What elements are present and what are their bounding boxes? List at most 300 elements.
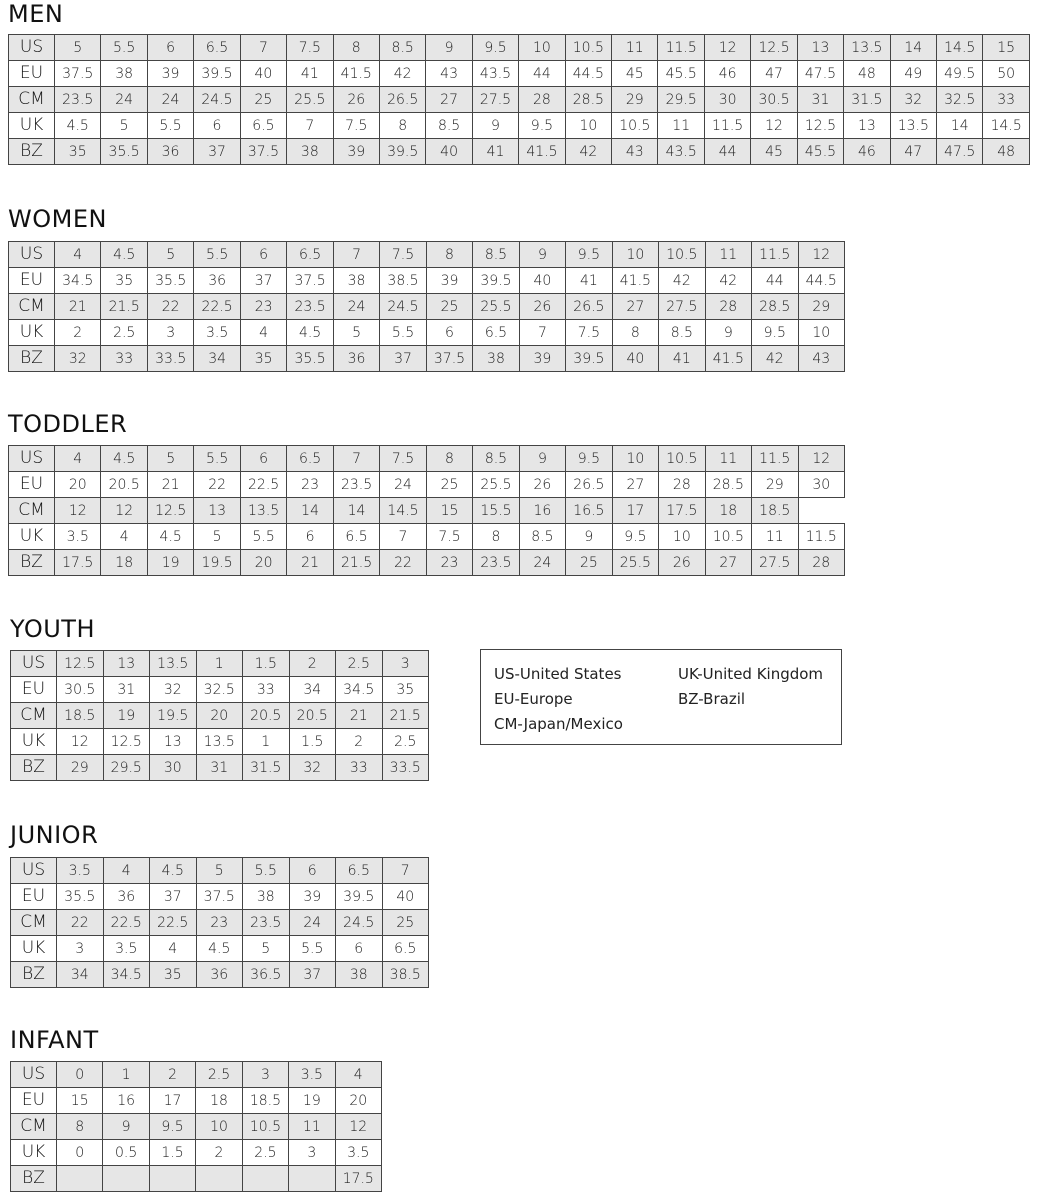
size-cell: 46 (844, 139, 890, 165)
row-label: EU (9, 472, 55, 498)
size-cell: 6.5 (382, 936, 429, 962)
size-cell: 36 (147, 139, 193, 165)
size-cell: 25 (426, 472, 472, 498)
size-row-eu (11, 884, 429, 910)
size-cell: 21.5 (382, 703, 429, 729)
size-cell: 21 (55, 294, 101, 320)
size-cell: 25.5 (473, 294, 519, 320)
size-cell: 17.5 (659, 498, 705, 524)
size-cell: 29 (57, 755, 104, 781)
size-cell: 4 (55, 242, 101, 268)
size-cell: 8.5 (659, 320, 705, 346)
size-cell: 35 (382, 677, 429, 703)
size-cell: 28.5 (565, 87, 611, 113)
size-cell: 24 (519, 550, 565, 576)
size-cell: 42 (565, 139, 611, 165)
size-row-uk (11, 936, 429, 962)
size-cell: 17.5 (55, 550, 101, 576)
size-cell: 44 (752, 268, 798, 294)
size-cell: 9 (103, 1114, 149, 1140)
women-title: WOMEN (8, 205, 107, 233)
size-row-us (9, 446, 845, 472)
size-cell: 38 (336, 962, 383, 988)
size-cell: 8 (379, 113, 425, 139)
size-cell: 32.5 (196, 677, 243, 703)
size-cell: 5 (196, 858, 243, 884)
size-cell: 38.5 (380, 268, 426, 294)
size-cell: 3.5 (194, 320, 240, 346)
size-cell: 4 (150, 936, 197, 962)
size-cell: 29.5 (658, 87, 704, 113)
size-cell: 21 (287, 550, 333, 576)
size-cell: 20.5 (243, 703, 290, 729)
size-cell: 37.5 (55, 61, 101, 87)
size-cell: 4.5 (150, 858, 197, 884)
row-label: EU (9, 61, 55, 87)
size-cell: 2 (196, 1140, 242, 1166)
size-cell: 43 (798, 346, 844, 372)
size-cell: 39.5 (566, 346, 612, 372)
size-cell: 40 (382, 884, 429, 910)
size-cell: 20 (55, 472, 101, 498)
size-cell: 28 (519, 87, 565, 113)
size-cell: 13 (194, 498, 240, 524)
size-cell: 37.5 (287, 268, 333, 294)
size-cell: 19 (289, 1088, 335, 1114)
row-label: UK (9, 524, 55, 550)
size-cell: 16 (103, 1088, 149, 1114)
size-cell: 2.5 (196, 1062, 242, 1088)
size-cell: 27.5 (659, 294, 705, 320)
legend-us: US-United States (494, 665, 622, 683)
size-cell: 4.5 (101, 242, 147, 268)
size-cell: 5.5 (380, 320, 426, 346)
size-cell: 5 (55, 35, 101, 61)
size-cell: 18.5 (242, 1088, 288, 1114)
size-cell: 31.5 (844, 87, 890, 113)
size-cell: 3 (242, 1062, 288, 1088)
size-cell: 9.5 (519, 113, 565, 139)
size-cell: 14.5 (380, 498, 426, 524)
size-cell: 13.5 (240, 498, 286, 524)
size-row-uk (9, 320, 845, 346)
size-cell: 15 (983, 35, 1029, 61)
row-label: CM (9, 87, 55, 113)
size-cell: 23 (287, 472, 333, 498)
size-cell: 3.5 (103, 936, 150, 962)
size-cell: 2.5 (101, 320, 147, 346)
size-cell: 45 (612, 61, 658, 87)
size-cell: 4.5 (101, 446, 147, 472)
row-label: US (9, 446, 55, 472)
size-cell: 5.5 (101, 35, 147, 61)
size-cell: 13.5 (150, 651, 197, 677)
size-cell: 11.5 (752, 446, 798, 472)
size-cell: 5.5 (243, 858, 290, 884)
size-cell: 15.5 (473, 498, 519, 524)
size-cell: 28.5 (705, 472, 751, 498)
size-cell: 5.5 (289, 936, 336, 962)
size-cell: 11 (752, 524, 798, 550)
size-cell: 21 (336, 703, 383, 729)
size-cell: 7.5 (380, 446, 426, 472)
row-label: UK (9, 113, 55, 139)
size-cell: 18.5 (752, 498, 798, 524)
size-cell: 22 (147, 294, 193, 320)
size-row-cm (11, 1114, 382, 1140)
size-cell: 18 (101, 550, 147, 576)
size-cell: 9.5 (566, 446, 612, 472)
size-cell: 44 (704, 139, 750, 165)
size-cell: 46 (704, 61, 750, 87)
size-cell: 38 (287, 139, 333, 165)
size-cell: 25 (566, 550, 612, 576)
size-cell (103, 1166, 149, 1192)
size-cell: 27 (705, 550, 751, 576)
size-row-bz (11, 962, 429, 988)
size-cell: 40 (519, 268, 565, 294)
size-cell: 24.5 (380, 294, 426, 320)
size-cell: 9 (519, 446, 565, 472)
size-cell: 19 (147, 550, 193, 576)
size-cell: 13.5 (890, 113, 936, 139)
size-cell: 12.5 (751, 35, 797, 61)
infant-size-table (10, 1061, 382, 1192)
row-label: CM (11, 910, 57, 936)
size-cell: 6.5 (287, 242, 333, 268)
size-cell: 45.5 (658, 61, 704, 87)
size-cell: 22.5 (103, 910, 150, 936)
size-cell: 10.5 (659, 242, 705, 268)
size-cell: 4.5 (55, 113, 101, 139)
row-label: BZ (9, 346, 55, 372)
size-cell: 26.5 (566, 472, 612, 498)
size-cell: 1.5 (149, 1140, 195, 1166)
size-cell: 3.5 (55, 524, 101, 550)
size-cell: 23.5 (55, 87, 101, 113)
size-cell: 41.5 (612, 268, 658, 294)
size-cell: 11.5 (752, 242, 798, 268)
row-label: BZ (11, 755, 57, 781)
infant-title: INFANT (10, 1026, 99, 1054)
size-cell: 14 (937, 113, 983, 139)
size-cell: 33 (336, 755, 383, 781)
size-cell: 6.5 (336, 858, 383, 884)
size-cell: 24.5 (336, 910, 383, 936)
row-label: EU (11, 677, 57, 703)
size-cell: 4.5 (147, 524, 193, 550)
size-cell: 7 (380, 524, 426, 550)
size-cell: 7.5 (566, 320, 612, 346)
size-cell: 16 (519, 498, 565, 524)
size-cell: 31 (103, 677, 150, 703)
size-cell: 30 (798, 472, 844, 498)
size-cell: 40 (426, 139, 472, 165)
size-cell: 6 (194, 113, 240, 139)
size-cell: 7 (382, 858, 429, 884)
size-cell: 9.5 (752, 320, 798, 346)
size-cell: 5 (147, 446, 193, 472)
size-cell: 8.5 (473, 446, 519, 472)
size-cell: 8 (426, 242, 472, 268)
size-cell: 5.5 (240, 524, 286, 550)
row-label: UK (11, 729, 57, 755)
size-cell: 20 (196, 703, 243, 729)
size-cell: 39 (289, 884, 336, 910)
size-cell: 24 (333, 294, 379, 320)
size-cell: 27.5 (472, 87, 518, 113)
size-cell: 38 (243, 884, 290, 910)
size-cell: 4.5 (287, 320, 333, 346)
size-cell: 6.5 (333, 524, 379, 550)
size-cell (196, 1166, 242, 1192)
size-cell: 8 (57, 1114, 103, 1140)
size-cell: 0 (57, 1140, 103, 1166)
size-row-bz (11, 755, 429, 781)
size-cell: 10.5 (565, 35, 611, 61)
size-cell: 24.5 (194, 87, 240, 113)
size-cell: 28 (798, 550, 844, 576)
junior-title: JUNIOR (10, 821, 99, 849)
size-cell: 8.5 (519, 524, 565, 550)
size-cell: 13 (797, 35, 843, 61)
size-cell: 6 (287, 524, 333, 550)
size-cell: 38.5 (382, 962, 429, 988)
size-cell: 25 (240, 87, 286, 113)
size-cell: 35 (150, 962, 197, 988)
size-cell: 22 (57, 910, 104, 936)
size-cell: 11 (289, 1114, 335, 1140)
size-cell: 14 (333, 498, 379, 524)
size-cell: 3 (147, 320, 193, 346)
size-cell: 37 (150, 884, 197, 910)
size-cell: 6.5 (194, 35, 240, 61)
size-cell: 26.5 (379, 87, 425, 113)
size-cell: 33 (101, 346, 147, 372)
size-cell: 14 (287, 498, 333, 524)
size-row-us (11, 651, 429, 677)
size-cell: 1 (103, 1062, 149, 1088)
size-cell: 35.5 (147, 268, 193, 294)
size-cell: 43 (426, 61, 472, 87)
size-cell: 3 (289, 1140, 335, 1166)
size-cell: 43.5 (472, 61, 518, 87)
size-cell: 3 (57, 936, 104, 962)
size-cell: 0 (57, 1062, 103, 1088)
size-cell: 44.5 (565, 61, 611, 87)
size-cell: 9 (472, 113, 518, 139)
row-label: BZ (11, 1166, 57, 1192)
size-cell: 12 (101, 498, 147, 524)
size-cell: 37.5 (426, 346, 472, 372)
size-cell: 19.5 (194, 550, 240, 576)
size-cell: 30 (150, 755, 197, 781)
size-cell: 39.5 (379, 139, 425, 165)
size-cell: 15 (426, 498, 472, 524)
size-cell: 47.5 (797, 61, 843, 87)
size-cell: 7 (519, 320, 565, 346)
size-cell: 10 (565, 113, 611, 139)
size-cell: 29 (752, 472, 798, 498)
size-cell: 7.5 (287, 35, 333, 61)
legend-cm: CM-Japan/Mexico (494, 715, 623, 733)
size-cell: 35.5 (57, 884, 104, 910)
size-cell: 36 (194, 268, 240, 294)
size-cell: 37 (194, 139, 240, 165)
size-cell: 18.5 (57, 703, 104, 729)
size-cell: 23.5 (243, 910, 290, 936)
size-cell: 1 (196, 651, 243, 677)
size-cell: 39.5 (194, 61, 240, 87)
size-cell: 12.5 (103, 729, 150, 755)
size-row-uk (11, 729, 429, 755)
size-cell: 5.5 (147, 113, 193, 139)
legend-eu: EU-Europe (494, 690, 573, 708)
size-cell: 37 (380, 346, 426, 372)
size-cell: 10 (612, 446, 658, 472)
size-cell: 29 (612, 87, 658, 113)
size-cell: 6 (147, 35, 193, 61)
size-cell: 17 (149, 1088, 195, 1114)
size-cell: 8.5 (473, 242, 519, 268)
size-cell: 26.5 (566, 294, 612, 320)
size-cell: 4.5 (196, 936, 243, 962)
size-cell: 35 (55, 139, 101, 165)
size-cell: 36.5 (243, 962, 290, 988)
size-cell: 10 (798, 320, 844, 346)
size-cell: 9.5 (612, 524, 658, 550)
size-cell: 7.5 (380, 242, 426, 268)
size-row-eu (11, 677, 429, 703)
size-cell: 34.5 (103, 962, 150, 988)
size-cell: 9 (566, 524, 612, 550)
size-cell: 7 (287, 113, 333, 139)
women-size-table (8, 241, 845, 372)
size-cell: 36 (196, 962, 243, 988)
size-cell: 1 (243, 729, 290, 755)
size-cell: 35.5 (287, 346, 333, 372)
size-cell: 2 (55, 320, 101, 346)
legend-uk: UK-United Kingdom (678, 665, 824, 683)
row-label: CM (11, 703, 57, 729)
size-cell: 47 (890, 139, 936, 165)
size-cell: 11 (658, 113, 704, 139)
size-cell: 2 (149, 1062, 195, 1088)
size-cell: 35 (240, 346, 286, 372)
size-row-eu (9, 61, 1030, 87)
row-label: US (11, 651, 57, 677)
row-label: EU (11, 884, 57, 910)
size-cell: 36 (103, 884, 150, 910)
size-cell: 4 (55, 446, 101, 472)
size-cell: 11.5 (798, 524, 844, 550)
size-cell: 17 (612, 498, 658, 524)
size-cell: 35 (101, 268, 147, 294)
size-cell: 32 (55, 346, 101, 372)
size-cell: 20.5 (289, 703, 336, 729)
size-cell: 25 (382, 910, 429, 936)
size-row-bz (9, 346, 845, 372)
size-cell: 14.5 (937, 35, 983, 61)
size-cell: 9 (705, 320, 751, 346)
size-cell: 2 (336, 729, 383, 755)
size-cell: 8 (473, 524, 519, 550)
size-cell: 31.5 (243, 755, 290, 781)
size-cell: 41.5 (333, 61, 379, 87)
size-cell: 24 (101, 87, 147, 113)
size-cell: 23 (426, 550, 472, 576)
size-cell: 49.5 (937, 61, 983, 87)
size-cell: 21 (147, 472, 193, 498)
size-cell: 42 (379, 61, 425, 87)
size-cell: 13.5 (844, 35, 890, 61)
size-cell: 29 (798, 294, 844, 320)
size-cell: 37.5 (240, 139, 286, 165)
size-cell: 13 (103, 651, 150, 677)
youth-title: YOUTH (10, 615, 96, 643)
size-cell: 36 (333, 346, 379, 372)
size-cell: 28.5 (752, 294, 798, 320)
size-cell: 27 (426, 87, 472, 113)
size-cell: 7 (240, 35, 286, 61)
size-cell: 6 (240, 446, 286, 472)
size-cell: 3.5 (57, 858, 104, 884)
size-cell: 34 (57, 962, 104, 988)
row-label: US (9, 242, 55, 268)
size-cell: 49 (890, 61, 936, 87)
size-row-cm (11, 703, 429, 729)
size-cell: 22 (194, 472, 240, 498)
size-cell: 48 (844, 61, 890, 87)
row-label: US (9, 35, 55, 61)
row-label: CM (9, 498, 55, 524)
row-label: EU (9, 268, 55, 294)
size-cell: 24 (289, 910, 336, 936)
row-label: BZ (11, 962, 57, 988)
size-cell: 11 (705, 242, 751, 268)
youth-size-table (10, 650, 429, 781)
size-cell: 22.5 (150, 910, 197, 936)
row-label: US (11, 858, 57, 884)
size-cell: 23.5 (287, 294, 333, 320)
size-cell: 6 (426, 320, 472, 346)
size-cell: 10.5 (659, 446, 705, 472)
size-cell: 26 (659, 550, 705, 576)
size-cell: 32 (150, 677, 197, 703)
size-cell: 3 (382, 651, 429, 677)
size-cell: 41 (659, 346, 705, 372)
size-cell: 40 (612, 346, 658, 372)
size-cell: 40 (240, 61, 286, 87)
row-label: BZ (9, 550, 55, 576)
size-cell: 5 (333, 320, 379, 346)
size-cell: 3.5 (289, 1062, 335, 1088)
size-row-cm (9, 498, 845, 524)
size-cell (242, 1166, 288, 1192)
size-cell: 23.5 (333, 472, 379, 498)
size-row-bz (9, 139, 1030, 165)
size-cell: 42 (659, 268, 705, 294)
size-cell: 6.5 (287, 446, 333, 472)
size-cell: 27 (612, 472, 658, 498)
size-row-eu (11, 1088, 382, 1114)
size-cell: 20 (335, 1088, 381, 1114)
size-row-cm (11, 910, 429, 936)
size-cell: 26 (519, 294, 565, 320)
size-cell: 38 (473, 346, 519, 372)
size-cell: 29.5 (103, 755, 150, 781)
size-cell: 41 (287, 61, 333, 87)
